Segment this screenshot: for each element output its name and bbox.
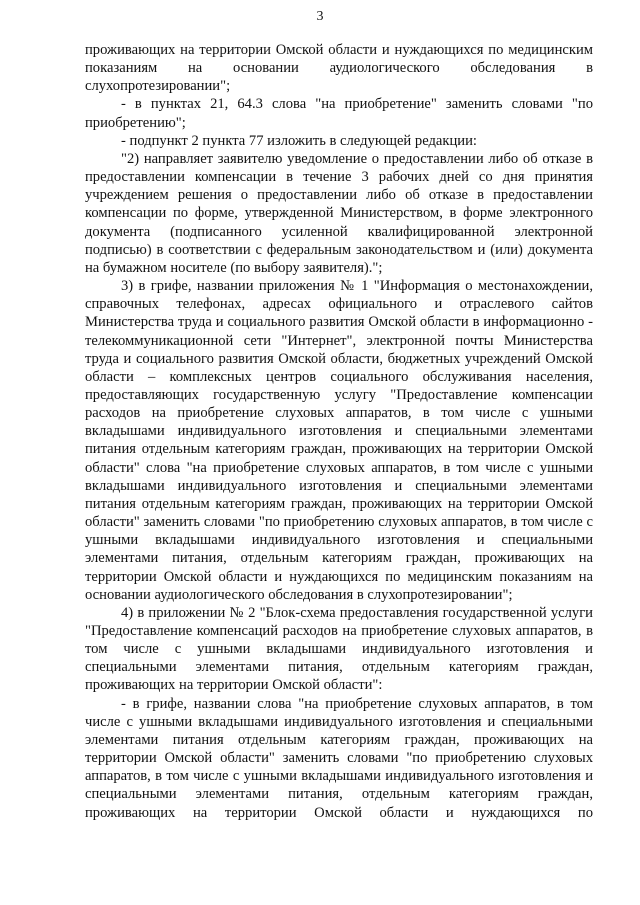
paragraph-continuation: проживающих на территории Омской области и нуждающихся по медицинским показаниям на основании аудиологического обследования в слухопротезировании"; [85,42,593,95]
document-body [85,41,593,822]
paragraph-item-points-21-64: - в пунктах 21, 64.3 слова "на приобретение" заменить словами "по приобретению"; [85,96,593,131]
paragraph-item-4: 4) в приложении № 2 "Блок-схема предоставления государственной услуги "Предоставление компенсаций расходов на приобретение слуховых аппаратов, в том числе с ушными вкладышами индивидуального изготовления и специальными элементами питания, отдельным категориям граждан, проживающих на территории Омской области": [85,604,593,694]
paragraph-new-wording: "2) направляет заявителю уведомление о предоставлении либо об отказе в предоставлении компенсации в течение 3 рабочих дней со дня принятия учреждением решения о предоставлении либо об отказе в предоставлении компенсации по форме, утвержденной Министерством, в форме электронного документа (подписанного усиленной квалифицированной электронной подписью) в соответствии с федеральным законодательством и (или) документа на бумажном носителе (по выбору заявителя)."; [85,150,593,276]
paragraph-item-point-77: - подпункт 2 пункта 77 изложить в следующей редакции: [121,132,477,149]
page-number: 3 [316,9,324,24]
paragraph-item-4-subitem: - в грифе, названии слова "на приобретение слуховых аппаратов, в том числе с ушными вкладышами индивидуального изготовления и специальными элементами питания отдельным категориям граждан, проживающих на территории Омской области" заменить словами "по приобретению слуховых аппаратов, в том числе с ушными вкладышами индивидуального изготовления и специальными элементами питания, отдельным категориям граждан, проживающих на территории Омской области и нуждающихся по [85,695,593,821]
paragraph-item-3: 3) в грифе, названии приложения № 1 "Информация о местонахождении, справочных телефонах, адресах официального и отраслевого сайтов Министерства труда и социального развития Омской области в информационно - телекоммуникационной сети "Интернет", электронной почты Министерства труда и социального развития Омской области, бюджетных учреждений Омской области – комплексных центров социального обслуживания населения, предоставляющих государственную услугу "Предоставление компенсации расходов на приобретение слуховых аппаратов, в том числе с ушными вкладышами индивидуального изготовления и специальными элементами питания отдельным категориям граждан, проживающих на территории Омской области" слова "на приобретение слуховых аппаратов, в том числе с ушными вкладышами индивидуального изготовления и специальными элементами питания отдельным категориям граждан, проживающих на территории Омской области" заменить словами "по приобретению слуховых аппаратов, в том числе с ушными вкладышами индивидуального изготовления и специальными элементами питания, отдельным категориям граждан, проживающих на территории Омской области и нуждающихся по медицинским показаниям на основании аудиологического обследования в слухопротезировании"; [85,278,593,603]
